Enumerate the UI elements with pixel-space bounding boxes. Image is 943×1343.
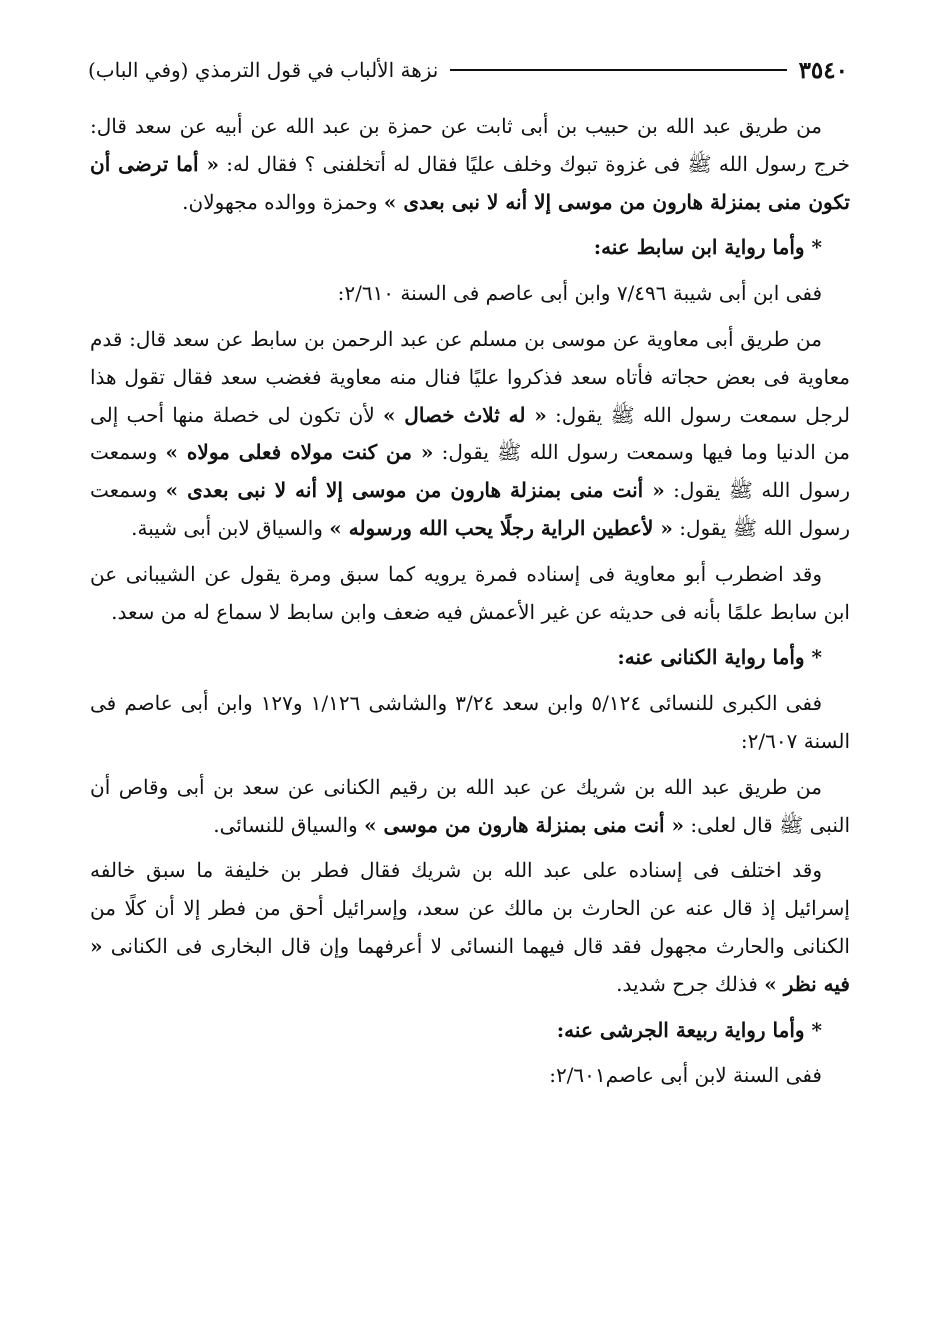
- paragraph-text: من طريق عبد الله بن حبيب بن أبى ثابت عن حمزة بن عبد الله عن أبيه عن سعد قال: خرج رسول الله ﷺ فى غزوة تبوك وخلف عليًا فقال له أتخلفنى ؟ فقال له:: [90, 114, 851, 176]
- hadith-quote: « من كنت مولاه فعلى مولاه »: [165, 440, 434, 465]
- section-heading-ibn-sabit: [90, 229, 850, 267]
- hadith-quote: « لأعطين الراية رجلًا يحب الله ورسوله »: [329, 515, 673, 540]
- section-heading-text: وأما رواية الكنانى عنه:: [617, 645, 812, 670]
- paragraph-hamza-chain: [90, 108, 850, 221]
- hadith-quote: « فيه نظر »: [90, 933, 850, 996]
- paragraph-sources-rabia: ففى السنة لابن أبى عاصم٢/٦٠١:: [549, 1063, 822, 1088]
- page-header: [88, 50, 848, 90]
- paragraph-text: والسياق لابن أبى شيبة.: [131, 515, 330, 540]
- paragraph-text: والسياق للنسائى.: [213, 812, 365, 837]
- star-bullet-icon: *: [811, 235, 822, 260]
- hadith-quote: « أنت منى بمنزلة هارون من موسى إلا أنه لا نبى بعدى »: [165, 478, 665, 503]
- page-number: ٣٥٤٠: [798, 56, 848, 84]
- running-title: نزهة الألباب في قول الترمذي (وفي الباب): [88, 58, 439, 82]
- paragraph-text: فذلك جرح شديد.: [616, 971, 765, 996]
- paragraph-idtirab: وقد اضطرب أبو معاوية فى إسناده فمرة يرويه كما سبق ومرة يقول عن الشيبانى عن ابن سابط علمًا بأنه فى حديثه عن غير الأعمش فيه ضعف وابن سابط لا سماع له من سعد.: [90, 561, 850, 624]
- body-text: [90, 108, 850, 1103]
- section-heading-rabia: [90, 1012, 850, 1050]
- hadith-quote: « له ثلاث خصال »: [382, 402, 547, 427]
- header-rule: [450, 69, 786, 71]
- paragraph-text: وسمعت رسول الله ﷺ يقول:: [90, 478, 850, 540]
- star-bullet-icon: *: [811, 1017, 822, 1042]
- hadith-quote: « أنت منى بمنزلة هارون من موسى »: [364, 812, 685, 837]
- paragraph-text: وقد اختلف فى إسناده على عبد الله بن شريك فقال فطر بن خليفة ما سبق خالفه إسرائيل إذ قال عنه عن الحارث بن مالك عن سعد، وإسرائيل أحق من فطر إلا أن كلًا من الكنانى والحارث مجهول فقد قال فيهما النسائى لا أعرفهما وإن قال البخارى فى الكنانى: [90, 858, 850, 958]
- paragraph-text: لأن تكون لى خصلة منها أحب إلى من الدنيا وما فيها وسمعت رسول الله ﷺ يقول:: [90, 402, 850, 465]
- paragraph-text: وسمعت رسول الله ﷺ يقول:: [90, 440, 850, 503]
- section-heading-text: وأما رواية ابن سابط عنه:: [593, 235, 812, 260]
- paragraph-sources-ibn-sabit: ففى ابن أبى شيبة ٧/٤٩٦ وابن أبى عاصم فى السنة ٢/٦١٠:: [337, 281, 822, 306]
- paragraph-abu-muawiya-chain: [90, 321, 850, 548]
- paragraph-ikhtilaf: [90, 852, 850, 1003]
- hadith-quote: « أما ترضى أن تكون منى بمنزلة هارون من موسى إلا أنه لا نبى بعدى »: [90, 151, 850, 214]
- paragraph-ibn-sharik-chain: [90, 769, 850, 845]
- paragraph-sources-kinani: ففى الكبرى للنسائى ٥/١٢٤ وابن سعد ٣/٢٤ والشاشى ١/١٢٦ و١٢٧ وابن أبى عاصم فى السنة ٢/٦٠٧:: [90, 691, 850, 753]
- star-bullet-icon: *: [811, 645, 822, 670]
- paragraph-text: وحمزة ووالده مجهولان.: [182, 189, 384, 214]
- section-heading-kinani: [90, 639, 850, 677]
- paragraph-text: من طريق عبد الله بن شريك عن عبد الله بن رقيم الكنانى عن سعد بن أبى وقاص أن النبى ﷺ قال لعلى:: [90, 774, 850, 837]
- section-heading-text: وأما رواية ربيعة الجرشى عنه:: [556, 1017, 812, 1042]
- paragraph-text: من طريق أبى معاوية عن موسى بن مسلم عن عبد الرحمن بن سابط عن سعد قال: قدم معاوية فى بعض حجاته فأتاه سعد فذكروا عليًا فنال منه معاوية فغضب سعد فقال تقول هذا لرجل سمعت رسول الله ﷺ يقول:: [90, 326, 851, 427]
